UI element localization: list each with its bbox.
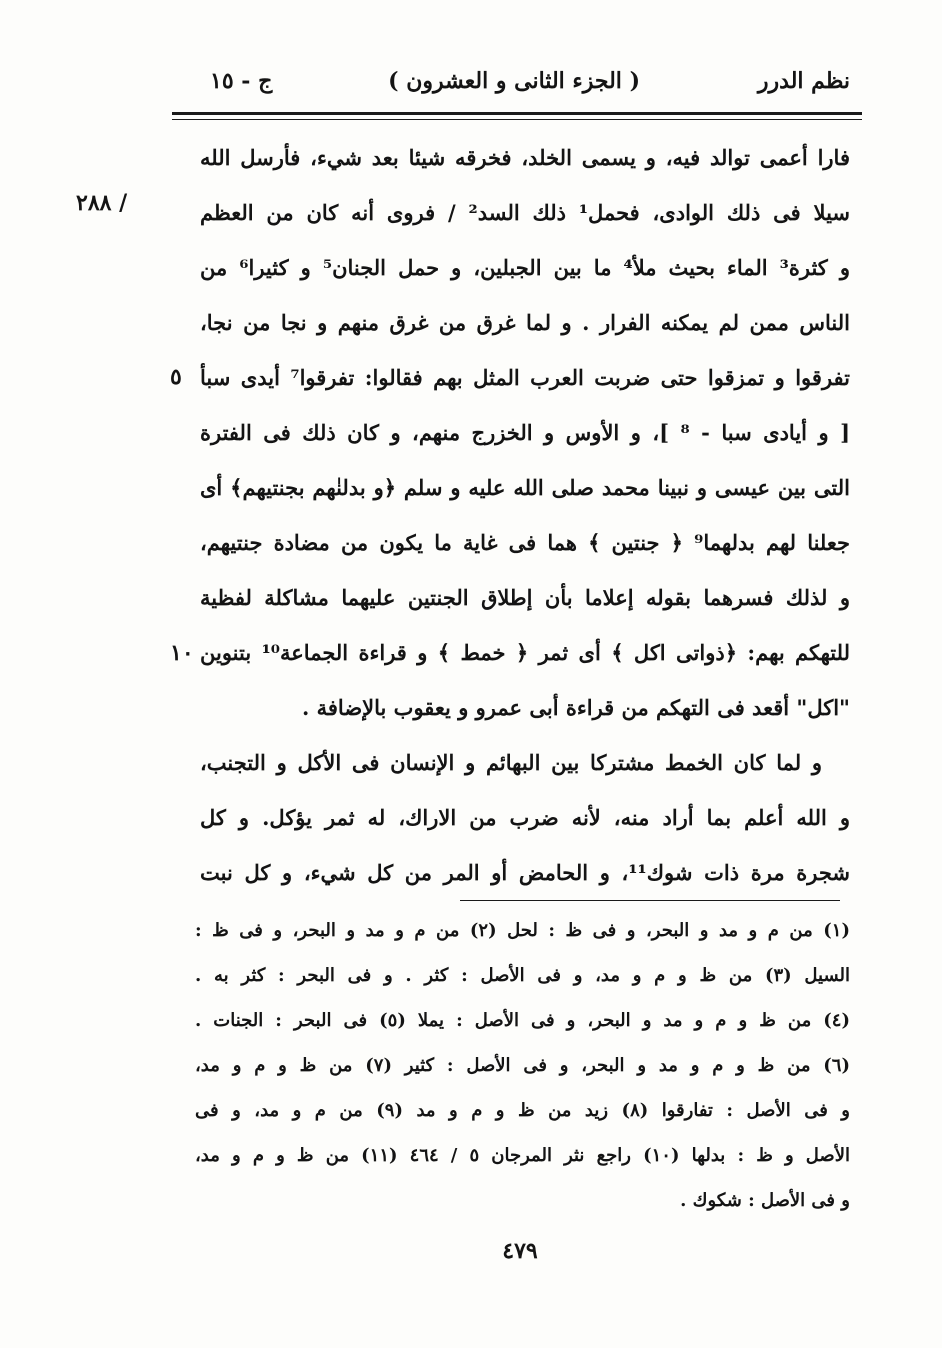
book-title: نظم الدرر	[757, 68, 850, 94]
footnote-line: (٤) من ظ و م و مد و البحر، و فى الأصل : يملا (٥) فى البحر : الجنات .	[195, 1010, 850, 1031]
text-line: و لذلك فسرهما بقوله إعلاما بأن إطلاق الجنتين عليهما مشاكلة لفظية	[200, 585, 850, 610]
footnote-line: (٦) من ظ و م و مد و البحر، و فى الأصل : كثير (٧) من ظ و م و مد،	[195, 1055, 850, 1076]
footnote-line: و فى الأصل : شكوك .	[680, 1190, 850, 1211]
footnote-line: الأصل و ظ : بدلها (١٠) راجع نثر المرجان ٥ / ٤٦٤ (١١) من ظ و م و مد،	[195, 1145, 850, 1166]
text-line: شجرة مرة ذات شوك¹¹، و الحامض أو المر من كل شيء، و كل نبت	[200, 860, 850, 885]
margin-page-reference: / ٢٨٨	[76, 190, 128, 216]
page-number: ٤٧٩	[502, 1238, 538, 1264]
margin-line-number-10: ١٠	[170, 640, 194, 666]
footnote-line: السيل (٣) من ظ و م و مد، و فى الأصل : كثر . و فى البحر : كثر به .	[195, 965, 850, 986]
header-rule-thick	[172, 112, 862, 115]
margin-line-number-5: ٥	[170, 364, 182, 390]
text-line: للتهكم بهم: ﴿ذواتى اكل ﴾ أى ثمر ﴿ خمط ﴾ و قراءة الجماعة¹⁰ بتنوين	[200, 640, 850, 665]
footnote-line: و فى الأصل : تفارقوا (٨) زيد من ظ و م و مد (٩) من م و مد، و فى	[195, 1100, 850, 1121]
text-line: جعلنا لهم بدلهما⁹ ﴿ جنتين ﴾ هما فى غاية ما يكون من مضادة جنتيهم،	[200, 530, 850, 555]
main-text	[200, 130, 850, 900]
text-line: التى بين عيسى و نبينا محمد صلى الله عليه و سلم ﴿و بدلنٰهم بجنتيهم﴾ أى	[200, 475, 850, 500]
footnotes	[195, 908, 850, 1223]
part-title: ( الجزء الثانى و العشرون )	[388, 68, 640, 94]
text-line: تفرقوا و تمزقوا حتى ضربت العرب المثل بهم فقالوا: تفرقوا⁷ أيدى سبأ	[200, 365, 850, 390]
text-line: الناس ممن لم يمكنه الفرار . و لما غرق من غرق منهم و نجا من نجا،	[200, 310, 850, 335]
volume-number: ج - ١٥	[210, 68, 273, 94]
text-line: سيلا فى ذلك الوادى، فحمل¹ ذلك السد² / فروى أنه كان من العظم	[200, 200, 850, 225]
header-rule-thin	[172, 119, 862, 120]
text-line: و لما كان الخمط مشتركا بين البهائم و الإنسان فى الأكل و التجنب،	[200, 750, 822, 775]
running-header	[190, 62, 850, 102]
text-line: و الله أعلم بما أراد منه، لأنه ضرب من الاراك، له ثمر يؤكل. و كل	[200, 805, 850, 830]
text-line: "اكل" أقعد فى التهكم من قراءة أبى عمرو و يعقوب بالإضافة .	[302, 695, 850, 720]
footnote-line: (١) من م و مد و البحر، و فى ظ : لحل (٢) من م و مد و البحر، و فى ظ :	[195, 920, 850, 941]
text-line: فارا أعمى توالد فيه، و يسمى الخلد، فخرقه شيئا بعد شيء، فأرسل الله	[200, 145, 850, 170]
text-line: [ و أيادى سبا - ⁸ ]، و الأوس و الخزرج منهم، و كان ذلك فى الفترة	[200, 420, 850, 445]
footnote-separator	[460, 900, 840, 901]
text-line: و كثرة³ الماء بحيث ملأ⁴ ما بين الجبلين، و حمل الجنان⁵ و كثيرا⁶ من	[200, 255, 850, 280]
